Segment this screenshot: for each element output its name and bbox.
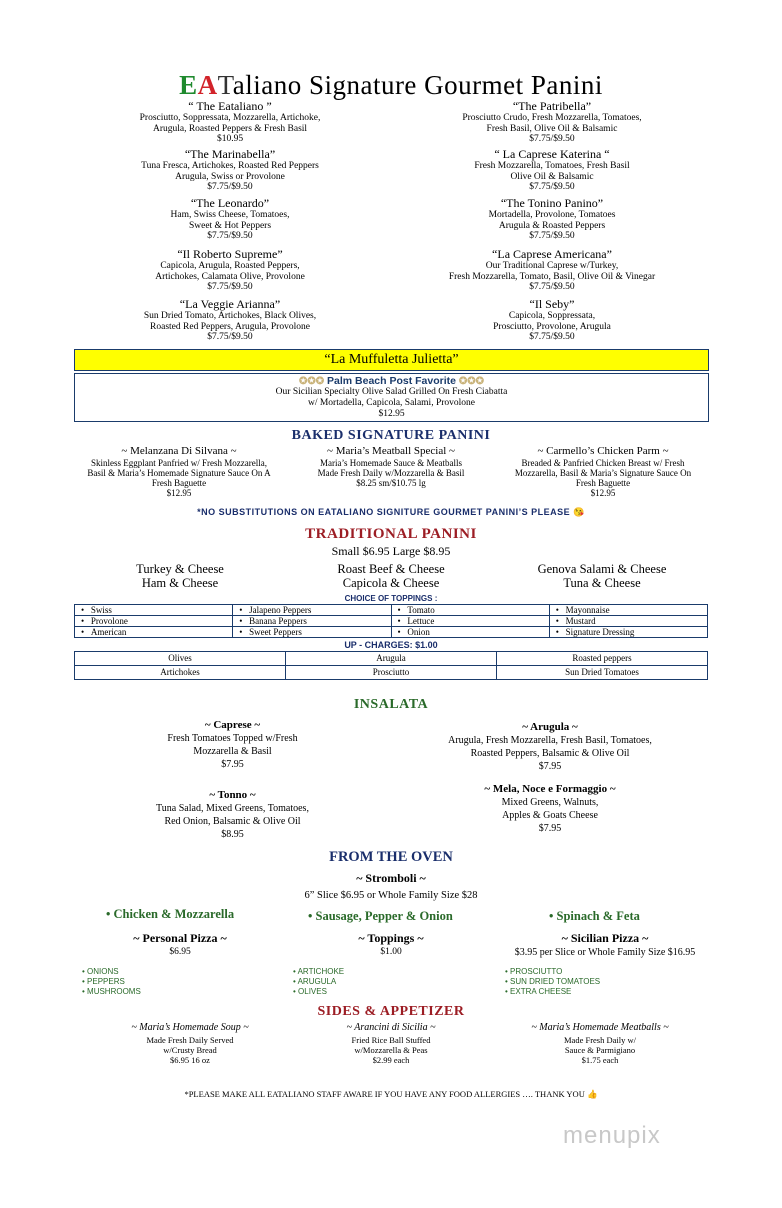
panini-item: Genova Salami & Cheese bbox=[537, 562, 667, 576]
topping-label: Swiss bbox=[90, 605, 112, 615]
panini-name: “La Caprese Americana” bbox=[492, 247, 612, 261]
insalata-heading: INSALATA bbox=[353, 697, 429, 712]
bullet: • bbox=[555, 616, 566, 626]
insalata-item bbox=[110, 789, 355, 841]
topping-list-item: • PROSCIUTTO bbox=[505, 967, 600, 977]
stromboli-type-2 bbox=[308, 909, 453, 924]
stromboli-type-label: Sausage, Pepper & Onion bbox=[315, 909, 453, 923]
topping-cell bbox=[391, 616, 549, 627]
topping-list-item: • EXTRA CHEESE bbox=[505, 987, 600, 997]
panini-name: “ La Caprese Katerina “ bbox=[494, 147, 610, 161]
upcharge-cell: Prosciutto bbox=[286, 666, 497, 680]
panini-price: $7.75/$9.50 bbox=[529, 282, 575, 292]
side-price: $6.95 16 oz bbox=[170, 1055, 210, 1065]
traditional-heading: TRADITIONAL PANINI bbox=[305, 526, 477, 542]
bullet: • bbox=[239, 627, 250, 637]
signature-panini-item bbox=[90, 197, 370, 242]
insalata-description: Arugula, Fresh Mozzarella, Fresh Basil, Tomatoes, Roasted Peppers, Balsamic & Olive Oil bbox=[448, 735, 652, 759]
toppings-row bbox=[75, 616, 708, 627]
insalata-name: ~ Mela, Noce e Formaggio ~ bbox=[484, 783, 616, 795]
topping-cell bbox=[391, 627, 549, 638]
toppings-row bbox=[75, 627, 708, 638]
baked-heading: BAKED SIGNATURE PANINI bbox=[291, 428, 491, 443]
side-name: ~ Maria’s Homemade Meatballs ~ bbox=[531, 1022, 669, 1033]
side-item bbox=[291, 1021, 491, 1065]
topping-cell bbox=[233, 616, 391, 627]
side-name: ~ Maria’s Homemade Soup ~ bbox=[131, 1022, 249, 1033]
side-price: $2.99 each bbox=[372, 1055, 410, 1065]
bullet: • bbox=[549, 909, 557, 923]
upcharge-label: UP - CHARGES: $1.00 bbox=[344, 640, 438, 650]
topping-label: Tomato bbox=[407, 605, 435, 615]
upcharge-row bbox=[75, 666, 708, 680]
topping-label: Mayonnaise bbox=[565, 605, 610, 615]
topping-label: Banana Peppers bbox=[249, 616, 307, 626]
side-name: ~ Arancini di Sicilia ~ bbox=[346, 1022, 436, 1033]
baked-item bbox=[74, 445, 284, 498]
personal-toppings-list bbox=[82, 967, 141, 997]
baked-name: ~ Melanzana Di Silvana ~ bbox=[121, 445, 237, 457]
side-description: Made Fresh Daily w/ Sauce & Parmigiano bbox=[563, 1035, 636, 1055]
baked-description: Maria’s Homemade Sauce & Meatballs Made Fresh Daily w/Mozzarella & Basil bbox=[317, 458, 465, 478]
panini-price: $7.75/$9.50 bbox=[207, 282, 253, 292]
panini-price: $7.75/$9.50 bbox=[207, 231, 253, 241]
panini-name: “La Veggie Arianna” bbox=[179, 297, 281, 311]
panini-price: $7.75/$9.50 bbox=[529, 332, 575, 342]
upcharge-cell: Artichokes bbox=[75, 666, 286, 680]
sicilian-pizza: ~ Sicilian Pizza ~ bbox=[561, 931, 649, 945]
muffuletta-box bbox=[74, 373, 709, 422]
traditional-col-3 bbox=[512, 562, 692, 590]
topping-label: Jalapeno Peppers bbox=[249, 605, 312, 615]
panini-description: Ham, Swiss Cheese, Tomatoes, Sweet & Hot Peppers bbox=[170, 210, 290, 231]
bullet: • bbox=[555, 627, 566, 637]
signature-panini-item bbox=[90, 100, 370, 145]
signature-panini-item bbox=[90, 298, 370, 343]
sicilian-toppings-list bbox=[505, 967, 600, 997]
star-icon: ✪✪✪ bbox=[298, 376, 325, 387]
stromboli-price: 6” Slice $6.95 or Whole Family Size $28 bbox=[304, 890, 478, 901]
stromboli-type-3 bbox=[549, 909, 640, 924]
baked-price: $12.95 bbox=[166, 488, 192, 498]
insalata-price: $7.95 bbox=[538, 823, 562, 834]
menu-title bbox=[0, 70, 782, 101]
muffuletta-desc-2: w/ Mortadella, Capicola, Salami, Provolone bbox=[307, 398, 475, 408]
panini-description: Prosciutto Crudo, Fresh Mozzarella, Tomatoes, Fresh Basil, Olive Oil & Balsamic bbox=[462, 113, 642, 134]
toppings-list bbox=[293, 967, 344, 997]
upcharge-cell: Olives bbox=[75, 652, 286, 666]
side-description: Fried Rice Ball Stuffed w/Mozzarella & Peas bbox=[351, 1035, 431, 1055]
panini-price: $7.75/$9.50 bbox=[207, 332, 253, 342]
insalata-item bbox=[405, 721, 695, 773]
bullet: • bbox=[81, 605, 91, 615]
bullet: • bbox=[397, 605, 408, 615]
signature-panini-item bbox=[90, 248, 370, 293]
topping-label: Provolone bbox=[90, 616, 128, 626]
bullet: • bbox=[397, 627, 408, 637]
sicilian-pizza-price: $3.95 per Slice or Whole Family Size $16.95 bbox=[514, 947, 696, 958]
panini-description: Our Traditional Caprese w/Turkey, Fresh Mozzarella, Tomato, Basil, Olive Oil & Vinegar bbox=[448, 261, 656, 282]
toppings-label: CHOICE OF TOPPINGS : bbox=[344, 594, 438, 603]
title-letter-a: A bbox=[197, 70, 218, 100]
insalata-price: $7.95 bbox=[538, 761, 562, 772]
topping-cell bbox=[233, 627, 391, 638]
upcharge-row bbox=[75, 652, 708, 666]
topping-cell bbox=[549, 605, 707, 616]
insalata-item bbox=[405, 783, 695, 835]
panini-name: “Il Seby” bbox=[529, 297, 575, 311]
signature-panini-item bbox=[412, 197, 692, 242]
baked-price: $8.25 sm/$10.75 lg bbox=[356, 478, 426, 488]
star-icon: ✪✪✪ bbox=[458, 376, 485, 387]
menupix-watermark: menupix bbox=[563, 1122, 661, 1149]
palm-beach-favorite bbox=[75, 376, 708, 387]
panini-name: “ The Eataliano ” bbox=[188, 99, 272, 113]
upcharge-cell: Roasted peppers bbox=[497, 652, 708, 666]
bullet: • bbox=[81, 627, 91, 637]
baked-description: Breaded & Panfried Chicken Breast w/ Fresh Mozzarella, Basil & Maria’s Signature Sauce On Fresh Baguette bbox=[514, 458, 692, 488]
topping-label: American bbox=[90, 627, 127, 637]
panini-price: $7.75/$9.50 bbox=[529, 231, 575, 241]
favorite-label: Palm Beach Post Favorite bbox=[327, 375, 456, 387]
muffuletta-price: $12.95 bbox=[378, 409, 405, 419]
topping-cell bbox=[75, 627, 233, 638]
upcharge-cell: Sun Dried Tomatoes bbox=[497, 666, 708, 680]
insalata-name: ~ Caprese ~ bbox=[204, 719, 261, 731]
side-price: $1.75 each bbox=[581, 1055, 619, 1065]
topping-cell bbox=[391, 605, 549, 616]
side-item bbox=[90, 1021, 290, 1065]
insalata-description: Fresh Tomatoes Topped w/Fresh Mozzarella & Basil bbox=[167, 733, 298, 757]
panini-description: Capicola, Soppressata, Prosciutto, Provolone, Arugula bbox=[493, 311, 611, 332]
personal-pizza: ~ Personal Pizza ~ bbox=[133, 931, 227, 945]
insalata-name: ~ Arugula ~ bbox=[522, 721, 578, 733]
personal-pizza-price: $6.95 bbox=[169, 947, 191, 957]
traditional-sizes: Small $6.95 Large $8.95 bbox=[331, 544, 451, 558]
insalata-price: $7.95 bbox=[221, 759, 244, 770]
baked-price: $12.95 bbox=[590, 488, 616, 498]
topping-cell bbox=[75, 616, 233, 627]
title-letter-e: E bbox=[179, 70, 198, 100]
allergy-footer: *PLEASE MAKE ALL EATALIANO STAFF AWARE IF YOU HAVE ANY FOOD ALLERGIES …. THANK YOU 👍 bbox=[184, 1089, 598, 1099]
stromboli-type-label: Chicken & Mozzarella bbox=[113, 907, 235, 921]
signature-panini-item bbox=[412, 148, 692, 193]
panini-description: Capicola, Arugula, Roasted Peppers, Artichokes, Calamata Olive, Provolone bbox=[155, 261, 305, 282]
toppings-row bbox=[75, 605, 708, 616]
panini-price: $10.95 bbox=[216, 134, 244, 144]
panini-description: Sun Dried Tomato, Artichokes, Black Olives, Roasted Red Peppers, Arugula, Provolone bbox=[143, 311, 317, 332]
traditional-col-2 bbox=[311, 562, 471, 590]
insalata-item bbox=[110, 719, 355, 771]
insalata-name: ~ Tonno ~ bbox=[209, 789, 256, 801]
toppings-table bbox=[74, 604, 708, 638]
panini-description: Fresh Mozzarella, Tomatoes, Fresh Basil Olive Oil & Balsamic bbox=[474, 161, 630, 182]
panini-name: “The Leonardo” bbox=[190, 196, 270, 210]
traditional-col-1 bbox=[100, 562, 260, 590]
stromboli-type-label: Spinach & Feta bbox=[556, 909, 640, 923]
toppings-price: $1.00 bbox=[380, 947, 402, 957]
upcharges-table bbox=[74, 651, 708, 680]
baked-item bbox=[498, 445, 708, 498]
stromboli-title: ~ Stromboli ~ bbox=[356, 871, 426, 885]
upcharge-cell: Arugula bbox=[286, 652, 497, 666]
topping-label: Sweet Peppers bbox=[249, 627, 302, 637]
topping-cell bbox=[233, 605, 391, 616]
topping-cell bbox=[75, 605, 233, 616]
bullet: • bbox=[239, 605, 250, 615]
sides-heading: SIDES & APPETIZER bbox=[317, 1004, 465, 1019]
topping-list-item: • ARTICHOKE bbox=[293, 967, 344, 977]
panini-name: “The Patribella” bbox=[512, 99, 592, 113]
topping-label: Mustard bbox=[565, 616, 596, 626]
side-description: Made Fresh Daily Served w/Crusty Bread bbox=[146, 1035, 234, 1055]
panini-price: $7.75/$9.50 bbox=[207, 182, 253, 192]
insalata-price: $8.95 bbox=[221, 829, 244, 840]
bullet: • bbox=[106, 907, 114, 921]
topping-cell bbox=[549, 616, 707, 627]
topping-list-item: • MUSHROOMS bbox=[82, 987, 141, 997]
panini-description: Mortadella, Provolone, Tomatoes Arugula & Roasted Peppers bbox=[488, 210, 616, 231]
panini-description: Prosciutto, Soppressata, Mozzarella, Artichoke, Arugula, Roasted Peppers & Fresh Basil bbox=[139, 113, 321, 134]
baked-name: ~ Maria’s Meatball Special ~ bbox=[327, 445, 455, 457]
topping-list-item: • ARUGULA bbox=[293, 977, 344, 987]
panini-name: “Il Roberto Supreme” bbox=[177, 247, 283, 261]
baked-description: Skinless Eggplant Panfried w/ Fresh Mozzarella, Basil & Maria’s Homemade Signature Sauce On A Fresh Baguette bbox=[87, 458, 271, 488]
panini-description: Tuna Fresca, Artichokes, Roasted Red Peppers Arugula, Swiss or Provolone bbox=[141, 161, 319, 182]
signature-panini-item bbox=[412, 100, 692, 145]
signature-panini-item bbox=[90, 148, 370, 193]
muffuletta-name: “La Muffuletta Julietta” bbox=[324, 352, 459, 367]
no-substitutions-note: *NO SUBSTITUTIONS ON EATALIANO SIGNITURE GOURMET PANINI’S PLEASE 😘 bbox=[197, 507, 585, 517]
bullet: • bbox=[397, 616, 408, 626]
panini-item: Roast Beef & Cheese bbox=[337, 562, 445, 576]
muffuletta-desc-1: Our Sicilian Specialty Olive Salad Grilled On Fresh Ciabatta bbox=[275, 387, 508, 397]
panini-item: Turkey & Cheese bbox=[136, 562, 224, 576]
panini-price: $7.75/$9.50 bbox=[529, 134, 575, 144]
panini-item: Capicola & Cheese bbox=[342, 576, 440, 590]
bullet: • bbox=[239, 616, 250, 626]
insalata-description: Tuna Salad, Mixed Greens, Tomatoes, Red Onion, Balsamic & Olive Oil bbox=[156, 803, 309, 827]
side-item bbox=[500, 1021, 700, 1065]
insalata-description: Mixed Greens, Walnuts, Apples & Goats Cheese bbox=[501, 797, 599, 821]
topping-list-item: • SUN DRIED TOMATOES bbox=[505, 977, 600, 987]
title-letter-t: T bbox=[217, 70, 233, 100]
topping-list-item: • PEPPERS bbox=[82, 977, 141, 987]
signature-panini-item bbox=[412, 248, 692, 293]
panini-name: “The Marinabella” bbox=[184, 147, 276, 161]
muffuletta-title-bar bbox=[74, 349, 709, 371]
baked-item bbox=[286, 445, 496, 488]
signature-panini-item bbox=[412, 298, 692, 343]
topping-cell bbox=[549, 627, 707, 638]
topping-label: Onion bbox=[407, 627, 430, 637]
topping-list-item: • ONIONS bbox=[82, 967, 141, 977]
topping-label: Signature Dressing bbox=[565, 627, 635, 637]
topping-label: Lettuce bbox=[407, 616, 435, 626]
panini-price: $7.75/$9.50 bbox=[529, 182, 575, 192]
bullet: • bbox=[555, 605, 566, 615]
panini-name: “The Tonino Panino” bbox=[500, 196, 604, 210]
oven-heading: FROM THE OVEN bbox=[329, 849, 453, 865]
bullet: • bbox=[308, 909, 316, 923]
stromboli-type-1 bbox=[106, 907, 234, 922]
panini-item: Ham & Cheese bbox=[141, 576, 219, 590]
baked-name: ~ Carmello’s Chicken Parm ~ bbox=[537, 445, 669, 457]
toppings-title: ~ Toppings ~ bbox=[358, 931, 424, 945]
panini-item: Tuna & Cheese bbox=[563, 576, 641, 590]
title-rest: aliano Signature Gourmet Panini bbox=[232, 70, 603, 100]
topping-list-item: • OLIVES bbox=[293, 987, 344, 997]
bullet: • bbox=[81, 616, 91, 626]
